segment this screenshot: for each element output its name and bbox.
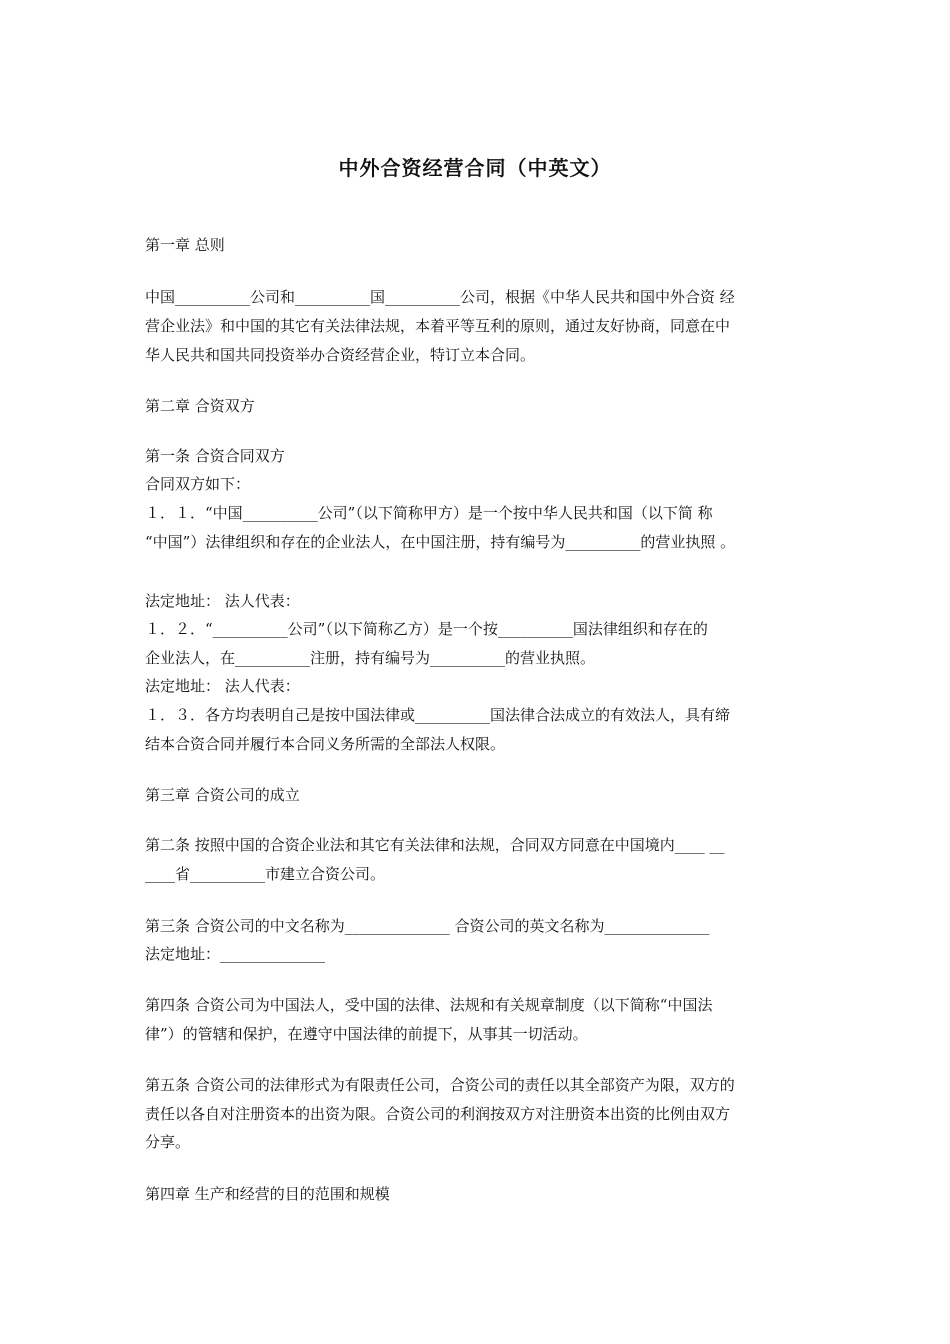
chapter-2-heading: 第二章 合资双方	[145, 397, 255, 415]
article-2-line-2: ____省__________市建立合资公司。	[145, 865, 386, 883]
chapter-4-heading: 第四章 生产和经营的目的范围和规模	[145, 1185, 390, 1203]
article-4-line-1: 第四条 合资公司为中国法人，受中国的法律、法规和有关规章制度（以下简称“中国法	[145, 996, 713, 1014]
article-4-line-2: 律”）的管辖和保护，在遵守中国法律的前提下，从事其一切活动。	[145, 1025, 588, 1043]
article-3-address: 法定地址：______________	[145, 945, 326, 963]
article-5-line-2: 责任以各自对注册资本的出资为限。合资公司的利润按双方对注册资本出资的比例由双方	[145, 1105, 731, 1123]
clause-1-1-line-1: １．１．“中国__________公司”（以下简称甲方）是一个按中华人民共和国（以下简 称	[145, 504, 713, 522]
party-b-address-label: 法定地址： 法人代表：	[145, 677, 300, 695]
article-2-line-1: 第二条 按照中国的合资企业法和其它有关法律和法规，合同双方同意在中国境内____ __	[145, 836, 725, 854]
chapter-1-paragraph-line-1: 中国__________公司和__________国__________公司，根据《中华人民共和国中外合资 经	[145, 288, 735, 306]
clause-1-2-line-1: １．２．“__________公司”（以下简称乙方）是一个按__________国法律组织和存在的	[145, 620, 708, 638]
chapter-1-paragraph-line-2: 营企业法》和中国的其它有关法律法规，本着平等互利的原则，通过友好协商，同意在中	[145, 317, 731, 335]
article-1-intro: 合同双方如下：	[145, 475, 251, 493]
article-5-line-1: 第五条 合资公司的法律形式为有限责任公司，合资公司的责任以其全部资产为限，双方的	[145, 1076, 735, 1094]
clause-1-2-line-2: 企业法人，在__________注册，持有编号为__________的营业执照。	[145, 649, 596, 667]
clause-1-3-line-2: 结本合资合同并履行本合同义务所需的全部法人权限。	[145, 735, 506, 753]
chapter-3-heading: 第三章 合资公司的成立	[145, 786, 300, 804]
clause-1-3-line-1: １．３．各方均表明自己是按中国法律或__________国法律合法成立的有效法人，具有缔	[145, 706, 731, 724]
article-1-heading: 第一条 合资合同双方	[145, 447, 285, 465]
article-3-line-1: 第三条 合资公司的中文名称为______________ 合资公司的英文名称为______________	[145, 917, 710, 935]
chapter-1-paragraph-line-3: 华人民共和国共同投资举办合资经营企业，特订立本合同。	[145, 346, 536, 364]
chapter-1-heading: 第一章 总则	[145, 236, 225, 254]
document-title: 中外合资经营合同（中英文）	[338, 156, 612, 180]
clause-1-1-line-2: “中国”）法律组织和存在的企业法人，在中国注册，持有编号为__________的营业执照 。	[145, 533, 736, 551]
party-a-address-label: 法定地址： 法人代表：	[145, 592, 300, 610]
article-5-line-3: 分享。	[145, 1133, 191, 1151]
